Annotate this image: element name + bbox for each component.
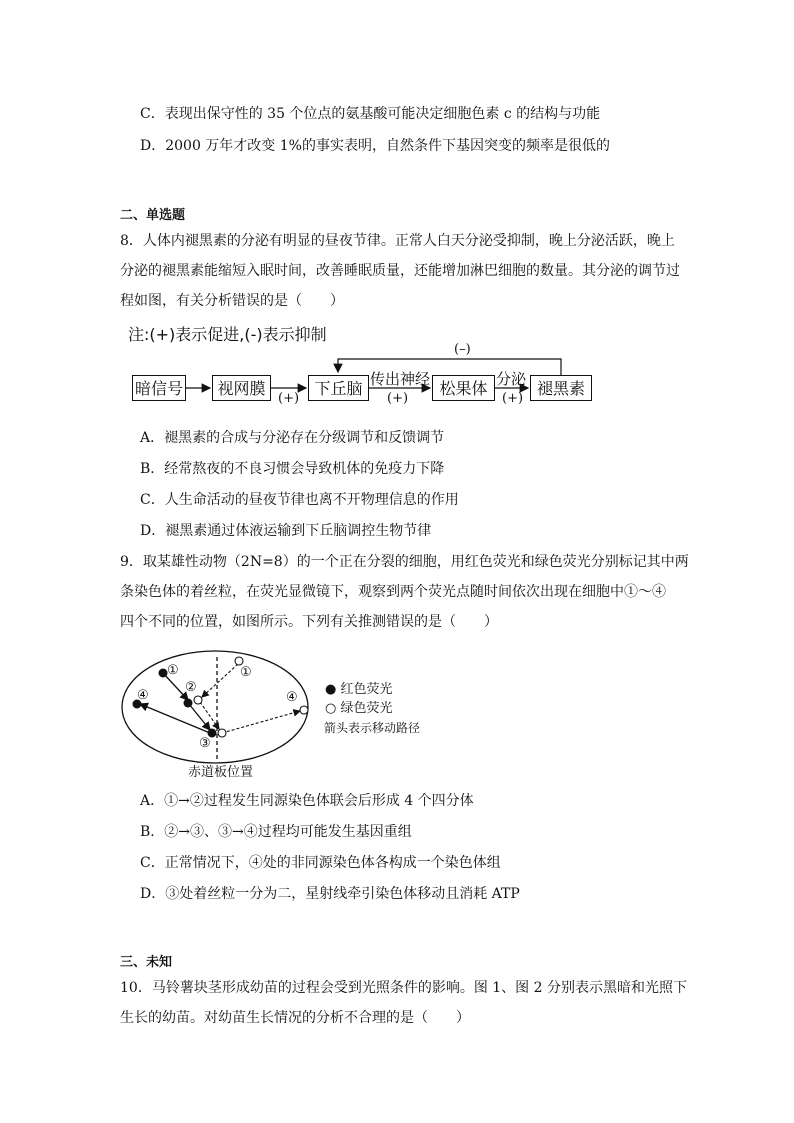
- label-green-1: ①: [240, 665, 252, 680]
- box-hypothalamus: 下丘脑: [308, 375, 369, 401]
- q8-flow-diagram: [128, 318, 598, 418]
- cell-outline: [122, 651, 308, 763]
- green-dot-2: [194, 696, 202, 704]
- caption-equatorial-plate: 赤道板位置: [188, 765, 254, 780]
- red-path-3: [140, 704, 210, 733]
- q10-stem-line1: 10．马铃薯块茎形成幼苗的过程会受到光照条件的影响。图 1、图 2 分别表示黑暗和光照下: [120, 980, 687, 996]
- green-dot-4: [300, 706, 308, 714]
- label-position-3: ③: [199, 736, 211, 751]
- option-d-prev: D．2000 万年才改变 1%的事实表明，自然条件下基因突变的频率是很低的: [140, 138, 610, 154]
- green-path-3: [222, 711, 300, 733]
- legend-arrow: 箭头表示移动路径: [324, 721, 421, 735]
- label-red-2: ②: [185, 680, 197, 695]
- red-dot-2: [184, 699, 193, 708]
- q10-stem-line2: 生长的幼苗。对幼苗生长情况的分析不合理的是（ ）: [120, 1010, 470, 1026]
- q8-diagram-arrows: [128, 318, 598, 418]
- label-secrete: 分泌: [496, 370, 527, 388]
- q9-stem-line3: 四个不同的位置，如图所示。下列有关推测错误的是（ ）: [120, 614, 498, 630]
- q9-stem-line1: 9．取某雄性动物（2N=8）的一个正在分裂的细胞，用红色荧光和绿色荧光分别标记其中两: [120, 554, 689, 570]
- label-red-1: ①: [167, 663, 179, 678]
- q8-option-c: C．人生命活动的昼夜节律也离不开物理信息的作用: [140, 492, 459, 508]
- q8-option-a: A．褪黑素的合成与分泌存在分级调节和反馈调节: [140, 430, 445, 446]
- section-title-single-choice: 二、单选题: [120, 208, 186, 223]
- label-minus: (–): [454, 342, 471, 357]
- q8-option-b: B．经常熬夜的不良习惯会导致机体的免疫力下降: [140, 461, 445, 477]
- green-dot-1: [235, 657, 243, 665]
- green-path-1: [202, 664, 238, 697]
- box-melatonin: 褪黑素: [530, 375, 592, 401]
- label-plus-1: (+): [278, 391, 300, 406]
- box-pineal: 松果体: [432, 375, 495, 401]
- label-green-4: ④: [286, 690, 298, 705]
- q8-stem-line1: 8．人体内褪黑素的分泌有明显的昼夜节律。正常人白天分泌受抑制，晚上分泌活跃，晚上: [120, 233, 675, 249]
- label-red-4: ④: [137, 688, 149, 703]
- q8-diagram-note: 注:(+)表示促进,(-)表示抑制: [128, 325, 327, 344]
- q9-option-d: D．③处着丝粒一分为二，星射线牵引染色体移动且消耗 ATP: [140, 886, 520, 902]
- q9-cell-diagram: [118, 642, 438, 782]
- label-plus-3: (+): [502, 391, 524, 406]
- section-title-unknown: 三、未知: [120, 955, 173, 970]
- q9-option-c: C．正常情况下，④处的非同源染色体各构成一个染色体组: [140, 855, 501, 871]
- q8-option-d: D．褪黑素通过体液运输到下丘脑调控生物节律: [140, 523, 432, 539]
- q9-stem-line2: 条染色体的着丝粒，在荧光显微镜下，观察到两个荧光点随时间依次出现在细胞中①～④: [120, 584, 666, 600]
- legend-red: ● 红色荧光: [325, 682, 393, 697]
- option-c-prev: C．表现出保守性的 35 个位点的氨基酸可能决定细胞色素 c 的结构与功能: [140, 106, 601, 122]
- box-retina: 视网膜: [212, 375, 271, 401]
- legend-green: ○ 绿色荧光: [325, 701, 393, 716]
- box-dark-signal: 暗信号: [132, 375, 186, 401]
- q9-option-a: A．①→②过程发生同源染色体联会后形成 4 个四分体: [140, 793, 474, 809]
- q8-stem-line3: 程如图，有关分析错误的是（ ）: [120, 293, 344, 309]
- label-plus-2: (+): [387, 391, 409, 406]
- q9-option-b: B．②→③、③→④过程均可能发生基因重组: [140, 824, 412, 840]
- q8-stem-line2: 分泌的褪黑素能缩短入眠时间，改善睡眠质量，还能增加淋巴细胞的数量。其分泌的调节过: [120, 263, 680, 279]
- green-dot-3: [218, 729, 226, 737]
- label-efferent-nerve: 传出神经: [370, 370, 431, 388]
- green-path-2: [200, 702, 219, 729]
